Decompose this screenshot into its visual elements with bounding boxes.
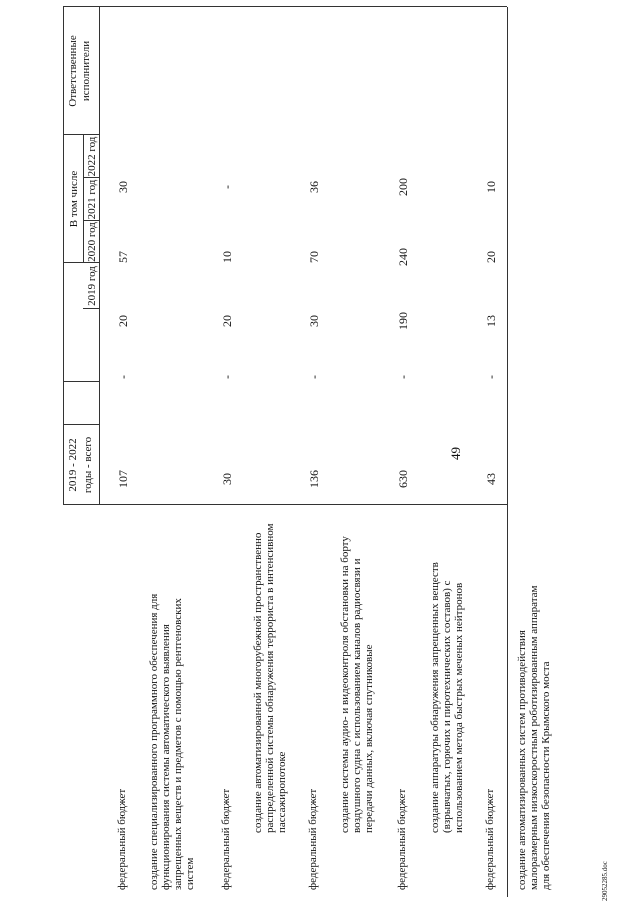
row-funding: федеральный бюджет xyxy=(396,788,408,890)
row-2022: 200 xyxy=(396,178,410,196)
header-period: 2019 - 2022 xyxy=(67,438,79,492)
row-total: 136 xyxy=(307,470,321,488)
row-2019: - xyxy=(484,375,498,379)
row-2020: 190 xyxy=(396,312,410,330)
col-divider-2 xyxy=(63,381,99,382)
row-total: 107 xyxy=(116,470,130,488)
header-year-2020: 2020 год xyxy=(86,222,98,262)
row-funding: федеральный бюджет xyxy=(116,788,128,890)
header-bottom-rule xyxy=(99,7,100,505)
row-description: создание автоматизированных систем противодействия малоразмерным низкоскоростным роботизированным аппаратам для обеспечения безопасности Крымского моста xyxy=(516,585,552,890)
header-responsible-2: исполнители xyxy=(80,40,92,102)
header-year-2021: 2021 год xyxy=(86,179,98,220)
row-2019: - xyxy=(396,375,410,379)
row-2020: 20 xyxy=(116,315,130,327)
row-description: создание автоматизированной многорубежной пространственно распределенной системы обнаружения террориста в интенсивном пассажиропотоке xyxy=(252,523,288,833)
row-total: 30 xyxy=(220,473,234,485)
page-number: 49 xyxy=(448,447,463,460)
row-total: 43 xyxy=(484,473,498,485)
header-year-2022: 2022 год xyxy=(86,136,98,177)
row-2022: - xyxy=(220,185,234,189)
subheader-rule xyxy=(83,135,84,263)
row-2020: 13 xyxy=(484,315,498,327)
row-2021: 70 xyxy=(307,251,321,263)
row-description: создание аппаратуры обнаружения запрещенных веществ (взрывчатых, горючих и пиротехнических составов) с использованием метода быстрых меченых нейтронов xyxy=(429,562,465,833)
table-top-rule xyxy=(63,7,64,505)
header-total: годы - всего xyxy=(82,436,94,494)
row-2020: 30 xyxy=(307,315,321,327)
row-2022: 10 xyxy=(484,181,498,193)
row-2020: 20 xyxy=(220,315,234,327)
row-2021: 57 xyxy=(116,251,130,263)
header-responsible-1: Ответственные xyxy=(67,35,79,107)
row-2021: 240 xyxy=(396,248,410,266)
row-2019: - xyxy=(307,375,321,379)
row-description: создание специализированного программного обеспечения для функционирования системы автоматического выявления запрещенных веществ и предметов с помощью рентгеновских систем xyxy=(148,593,196,890)
header-year-2019: 2019 год xyxy=(86,266,98,306)
footer-filename: 29052285.doc xyxy=(601,861,609,901)
row-funding: федеральный бюджет xyxy=(220,788,232,890)
row-description: создание системы аудио- и видеоконтроля обстановки на борту воздушного судна с использованием каналов радиосвязи и передачи данных, включая спутниковые xyxy=(339,536,375,833)
header-in-that: В том числе xyxy=(68,170,80,228)
row-2022: 30 xyxy=(116,181,130,193)
row-funding: федеральный бюджет xyxy=(484,788,496,890)
row-2019: - xyxy=(220,375,234,379)
row-2022: 36 xyxy=(307,181,321,193)
row-2021: 10 xyxy=(220,251,234,263)
col-divider-8 xyxy=(63,6,507,7)
row-2021: 20 xyxy=(484,251,498,263)
table-bottom-rule xyxy=(507,7,508,897)
row-funding: федеральный бюджет xyxy=(307,788,319,890)
row-2019: - xyxy=(116,375,130,379)
row-total: 630 xyxy=(396,470,410,488)
